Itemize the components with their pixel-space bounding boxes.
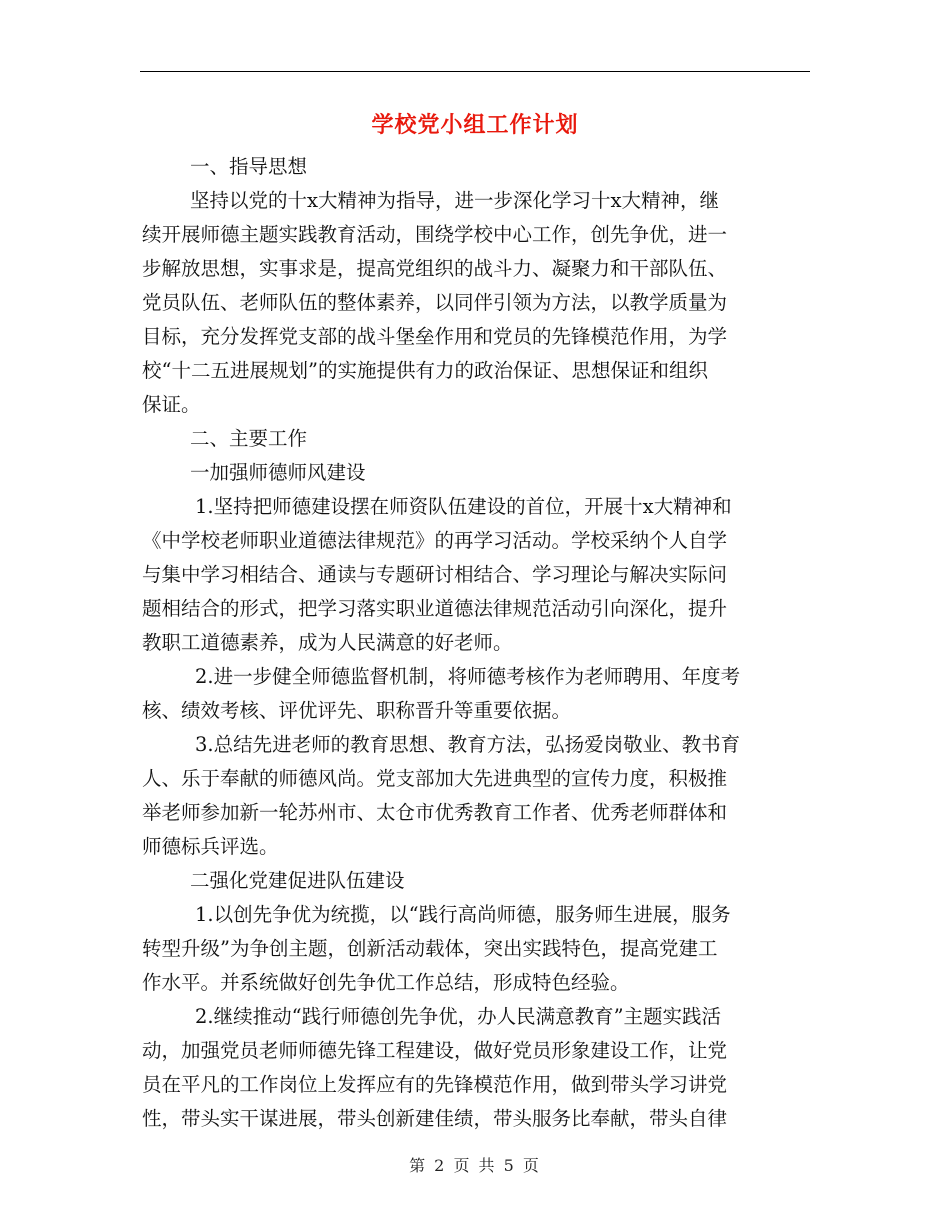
paragraph-line: 3.总结先进老师的教育思想、教育方法，弘扬爱岗敬业、教书育 [195,733,741,756]
page-number-footer: 第 2 页 共 5 页 [409,1156,541,1175]
subheading-teacher-ethics: 一加强师德师风建设 [190,461,366,484]
paragraph-line: 作水平。并系统做好创先争优工作总结，形成特色经验。 [142,971,630,994]
paragraph-line: 1.坚持把师德建设摆在师资队伍建设的首位，开展十x大精神和 [195,495,732,518]
heading-main-work: 二、主要工作 [190,427,308,450]
paragraph-line: 人、乐于奉献的师德风尚。党支部加大先进典型的宣传力度，积极推 [142,767,728,790]
paragraph-line: 师德标兵评选。 [142,835,279,858]
paragraph-line: 党员队伍、老师队伍的整体素养，以同伴引领为方法，以教学质量为 [142,291,728,314]
subheading-party-building: 二强化党建促进队伍建设 [190,869,405,892]
paragraph-line: 与集中学习相结合、通读与专题研讨相结合、学习理论与解决实际问 [142,563,728,586]
document-title: 学校党小组工作计划 [371,112,579,138]
paragraph-line: 步解放思想，实事求是，提高党组织的战斗力、凝聚力和干部队伍、 [142,257,728,280]
heading-guiding-ideology: 一、指导思想 [190,155,308,178]
paragraph-line: 转型升级”为争创主题，创新活动载体，突出实践特色，提高党建工 [142,937,718,960]
paragraph-line: 员在平凡的工作岗位上发挥应有的先锋模范作用，做到带头学习讲党 [142,1073,728,1096]
header-rule [140,71,810,72]
paragraph-line: 《中学校老师职业道德法律规范》的再学习活动。学校采纳个人自学 [142,529,728,552]
paragraph-line: 动，加强党员老师师德先锋工程建设，做好党员形象建设工作，让党 [142,1039,728,1062]
paragraph-line: 2.进一步健全师德监督机制，将师德考核作为老师聘用、年度考 [195,665,741,688]
paragraph-line: 2.继续推动“践行师德创先争优，办人民满意教育”主题实践活 [195,1005,722,1028]
paragraph-line: 核、绩效考核、评优评先、职称晋升等重要依据。 [142,699,572,722]
paragraph-line: 性，带头实干谋进展，带头创新建佳绩，带头服务比奉献，带头自律 [142,1107,728,1130]
paragraph-line: 举老师参加新一轮苏州市、太仓市优秀教育工作者、优秀老师群体和 [142,801,728,824]
paragraph-line: 教职工道德素养，成为人民满意的好老师。 [142,631,513,654]
paragraph-line: 题相结合的形式，把学习落实职业道德法律规范活动引向深化，提升 [142,597,728,620]
paragraph-line: 校“十二五进展规划”的实施提供有力的政治保证、思想保证和组织 [142,359,708,382]
paragraph-line: 坚持以党的十x大精神为指导，进一步深化学习十x大精神，继 [190,189,719,212]
paragraph-line: 1.以创先争优为统揽，以“践行高尚师德，服务师生进展，服务 [195,903,731,926]
paragraph-line: 续开展师德主题实践教育活动，围绕学校中心工作，创先争优，进一 [142,223,728,246]
paragraph-line: 保证。 [142,393,201,416]
paragraph-line: 目标，充分发挥党支部的战斗堡垒作用和党员的先锋模范作用，为学 [142,325,728,348]
